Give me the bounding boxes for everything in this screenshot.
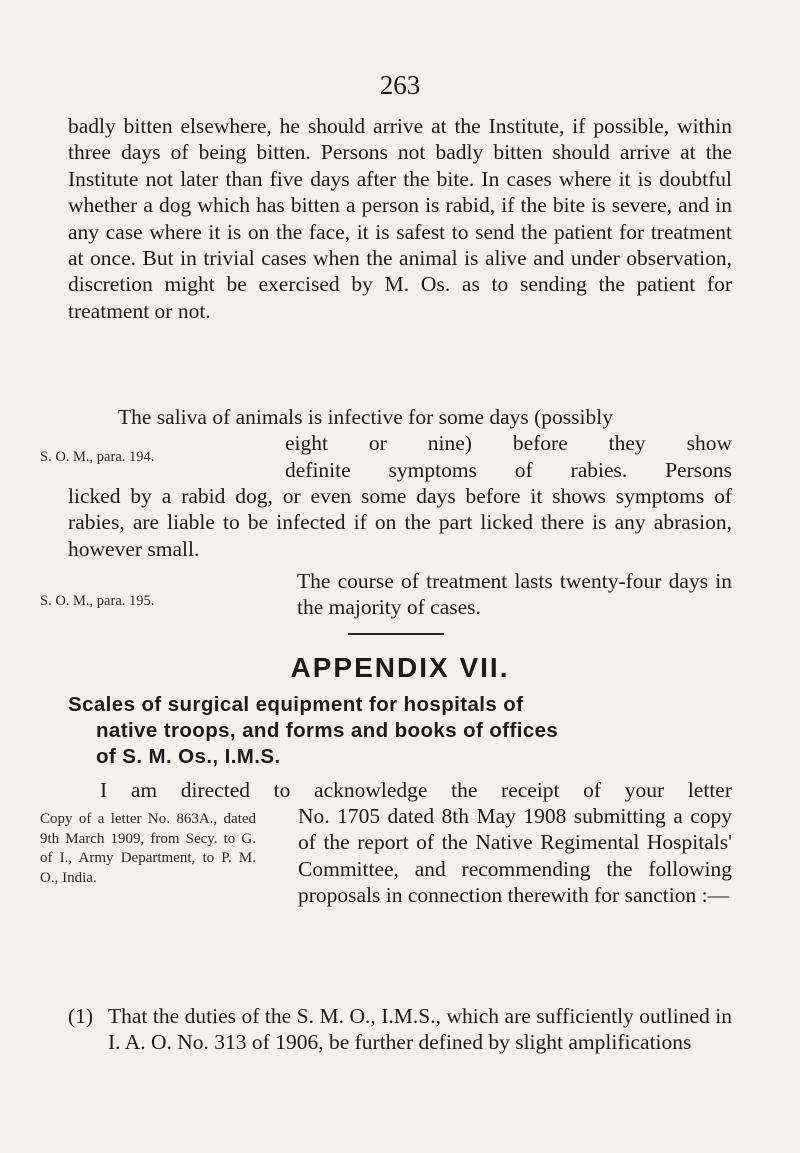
margin-note-para-194: S. O. M., para. 194.: [40, 449, 155, 465]
page-number: 263: [379, 70, 421, 100]
list-item-text: That the duties of the S. M. O., I.M.S., which are sufficiently outlined in I. A. O. No. 313 of 1906, be further defined by slight amplifications: [108, 1004, 732, 1055]
appendix-subheading-line-3: of S. M. Os., I.M.S.: [96, 745, 281, 768]
margin-note-letter: Copy of a letter No. 863A., dated 9th March 1909, from Secy. to G. of I., Army Department, to P. M. O., India.: [40, 811, 256, 886]
appendix-subheading: [68, 692, 748, 770]
paragraph-saliva-rest: licked by a rabid dog, or even some days before it shows symptoms of rabies, are liable to be infected if on the part licked there is any abrasion, however small.: [68, 484, 732, 561]
list-item-marker: (1): [68, 1004, 94, 1028]
paragraph-saliva-line-3: definite symptoms of rabies. Persons: [285, 458, 732, 482]
appendix-subheading-line-1: Scales of surgical equipment for hospitals of: [68, 693, 524, 716]
list-item: [68, 1003, 732, 1056]
paragraph-saliva-line-1: The saliva of animals is infective for some days (possibly: [118, 405, 613, 429]
paragraph-continuation: badly bitten elsewhere, he should arrive at the Institute, if possible, within three days of being bitten. Persons not badly bitten should arrive at the Institute not later than five days after the bite. In cases where it is doubtful whether a dog which has bitten a person is rabid, if the bite is severe, and in any case where it is on the face, it is safest to send the patient for treatment at once. But in trivial cases when the animal is alive and under observation, discretion might be exercised by M. Os. as to sending the patient for treatment or not.: [68, 114, 732, 323]
paragraph-letter-line-1: I am directed to acknowledge the receipt of your letter: [100, 778, 732, 802]
section-divider: [348, 633, 444, 635]
appendix-subheading-line-2: native troops, and forms and books of offices: [96, 719, 559, 742]
paragraph-saliva-line-2: eight or nine) before they show: [285, 431, 732, 455]
appendix-heading: APPENDIX VII.: [290, 652, 510, 683]
margin-note-para-195: S. O. M., para. 195.: [40, 593, 155, 609]
paragraph-course-of-treatment: The course of treatment lasts twenty-four days in the majority of cases.: [297, 569, 732, 620]
paragraph-letter-body: No. 1705 dated 8th May 1908 submitting a copy of the report of the Native Regimental Hospitals' Committee, and recommending the following proposals in connection therewith for sanction :—: [298, 804, 732, 908]
